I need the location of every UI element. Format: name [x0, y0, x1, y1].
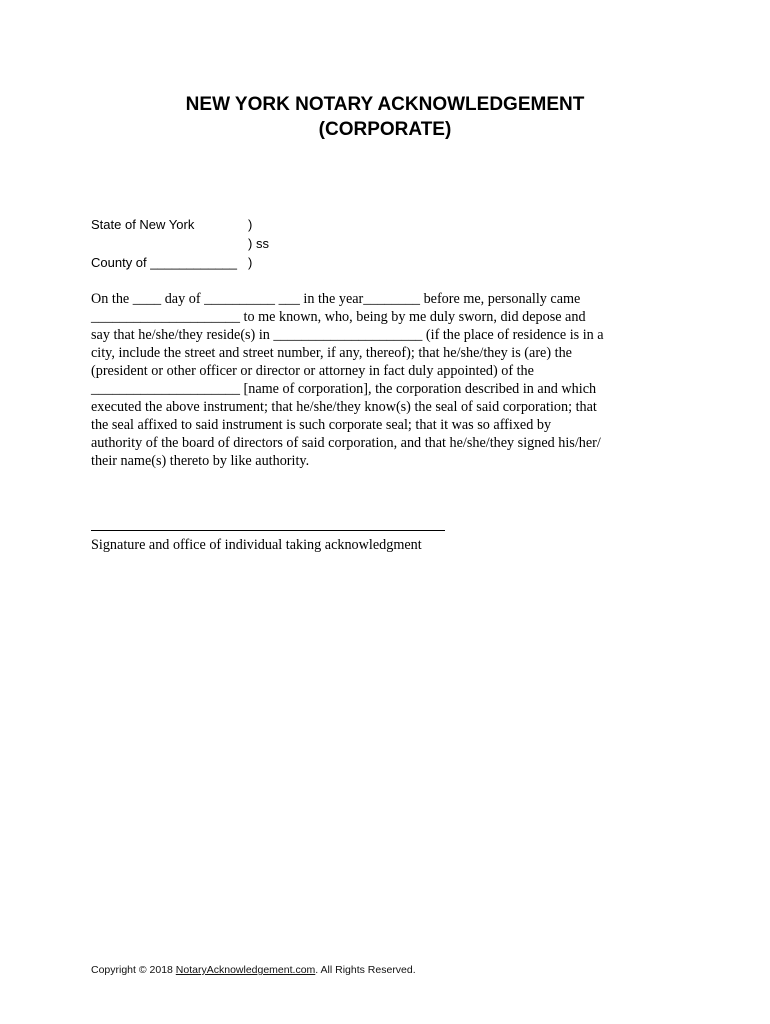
- acknowledgement-paragraph: [91, 291, 604, 471]
- copyright-prefix: Copyright © 2018: [91, 964, 176, 976]
- body-line: their name(s) thereto by like authority.: [91, 452, 310, 469]
- venue-block: [91, 215, 269, 272]
- body-line: authority of the board of directors of said corporation, and that he/she/they signed his/her/: [91, 434, 601, 451]
- signature-line: [91, 530, 445, 531]
- venue-paren: ): [248, 255, 253, 270]
- body-line: say that he/she/they reside(s) in _____________________ (if the place of residence is in a: [91, 326, 604, 343]
- title-line-2: (CORPORATE): [318, 119, 452, 140]
- venue-row-county: [91, 253, 269, 272]
- venue-row-state: [91, 215, 269, 234]
- county-label: County of ____________: [91, 255, 238, 270]
- website-link[interactable]: NotaryAcknowledgement.com: [175, 964, 316, 976]
- venue-spacer: [91, 234, 248, 253]
- copyright-suffix: . All Rights Reserved.: [315, 964, 416, 976]
- document-title: [0, 92, 770, 142]
- state-label: State of New York: [91, 217, 195, 232]
- venue-paren: ): [248, 217, 253, 232]
- body-line: _____________________ to me known, who, being by me duly sworn, did depose and: [91, 308, 586, 325]
- body-line: (president or other officer or director or attorney in fact duly appointed) of the: [91, 362, 534, 379]
- signature-label: Signature and office of individual taking acknowledgment: [91, 537, 422, 553]
- title-line-1: NEW YORK NOTARY ACKNOWLEDGEMENT: [185, 94, 585, 115]
- body-line: _____________________ [name of corporation], the corporation described in and which: [91, 380, 597, 397]
- copyright-footer: [91, 963, 416, 977]
- body-line: the seal affixed to said instrument is such corporate seal; that it was so affixed by: [91, 416, 552, 433]
- body-line: executed the above instrument; that he/she/they know(s) the seal of said corporation; that: [91, 398, 597, 415]
- body-line: city, include the street and street number, if any, thereof); that he/she/they is (are) the: [91, 344, 572, 361]
- ss-label: ) ss: [248, 236, 269, 251]
- venue-row-ss: [91, 234, 269, 253]
- body-line: On the ____ day of __________ ___ in the year________ before me, personally came: [91, 291, 581, 307]
